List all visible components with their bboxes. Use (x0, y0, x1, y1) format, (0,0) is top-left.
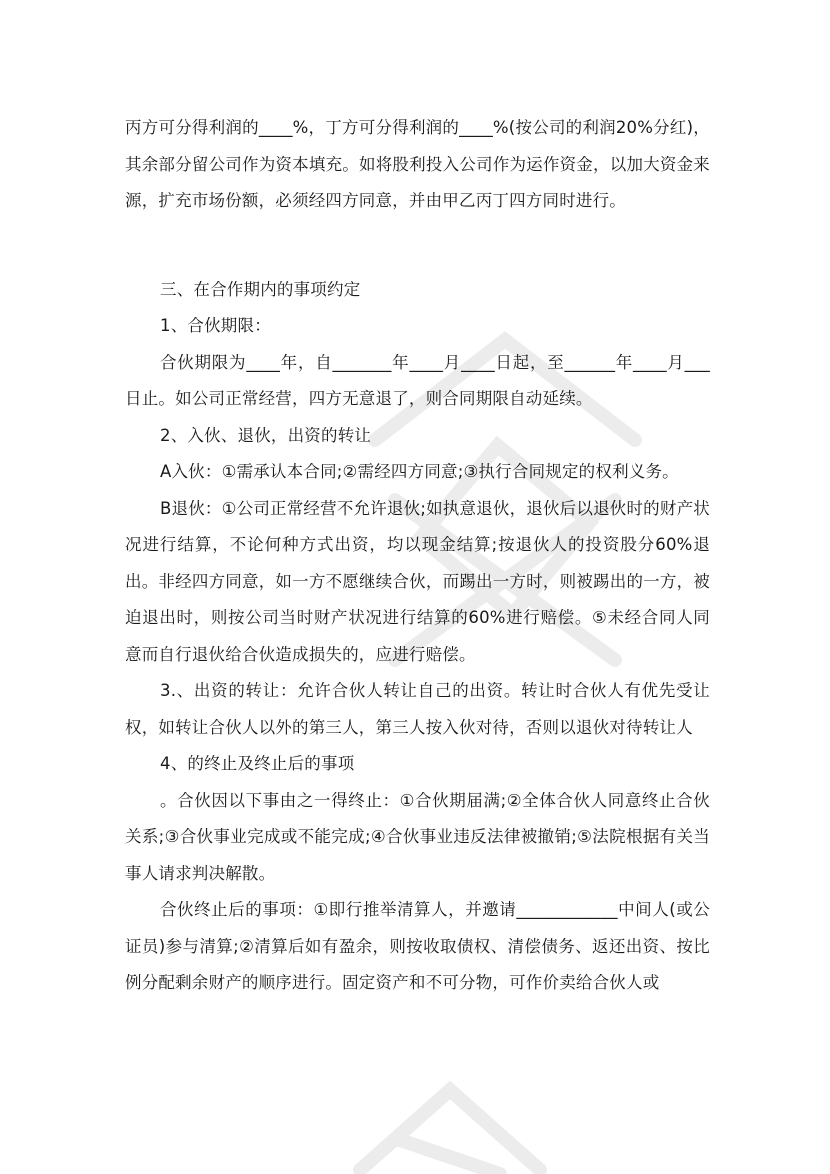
document-body (125, 110, 710, 1002)
paragraph-withdrawal: B退伙：①公司正常经营不允许退伙;如执意退伙，退伙后以退伙时的财产状况进行结算，不论何种方式出资，均以现金结算;按退伙人的投资股分60%退出。非经四方同意，如一方不愿继续合伙，而踢出一方时，则被踢出的一方，被迫退出时，则按公司当时财产状况进行结算的60%进行赔偿。⑤未经合同人同意而自行退伙给合伙造成损失的，应进行赔偿。 (125, 498, 710, 664)
paragraph-termination-causes: 。合伙因以下事由之一得终止：①合伙期届满;②全体合伙人同意终止合伙关系;③合伙事业完成或不能完成;④合伙事业违反法律被撤销;⑤法院根据有关当事人请求判决解散。 (125, 790, 710, 883)
paragraph-capital-transfer: 3.、出资的转让：允许合伙人转让自己的出资。转让时合伙人有优先受让权，如转让合伙人以外的第三人，第三人按入伙对待，否则以退伙对待转让人 (125, 681, 710, 737)
paragraph-post-termination: 合伙终止后的事项：①即行推举清算人，并邀请____________中间人(或公证员)参与清算;②清算后如有盈余，则按收取债权、清偿债务、返还出资、按比例分配剩余财产的顺序进行。固定资产和不可分物，可作价卖给合伙人或 (125, 900, 710, 992)
subheading-partnership-term: 1、合伙期限： (160, 316, 271, 335)
section-heading-terms: 三、在合作期内的事项约定 (160, 279, 361, 299)
paragraph-term-period: 合伙期限为____年，自_______年____月____日起，至______年____月___日止。如公司正常经营，四方无意退了，则合同期限自动延续。 (125, 352, 710, 408)
subheading-termination: 4、的终止及终止后的事项 (160, 754, 355, 773)
paragraph-profit-distribution: 丙方可分得利润的____%，丁方可分得利润的____%(按公司的利润20%分红)，其余部分留公司作为资本填充。如将股利投入公司作为运作资金，以加大资金来源，扩充市场份额，必须经四方同意，并由甲乙丙丁四方同时进行。 (125, 118, 710, 210)
subheading-join-withdraw: 2、入伙、退伙，出资的转让 (160, 425, 372, 445)
watermark-logo-bottom (330, 1050, 570, 1174)
paragraph-joining: A入伙：①需承认本合同;②需经四方同意;③执行合同规定的权利义务。 (160, 462, 679, 481)
